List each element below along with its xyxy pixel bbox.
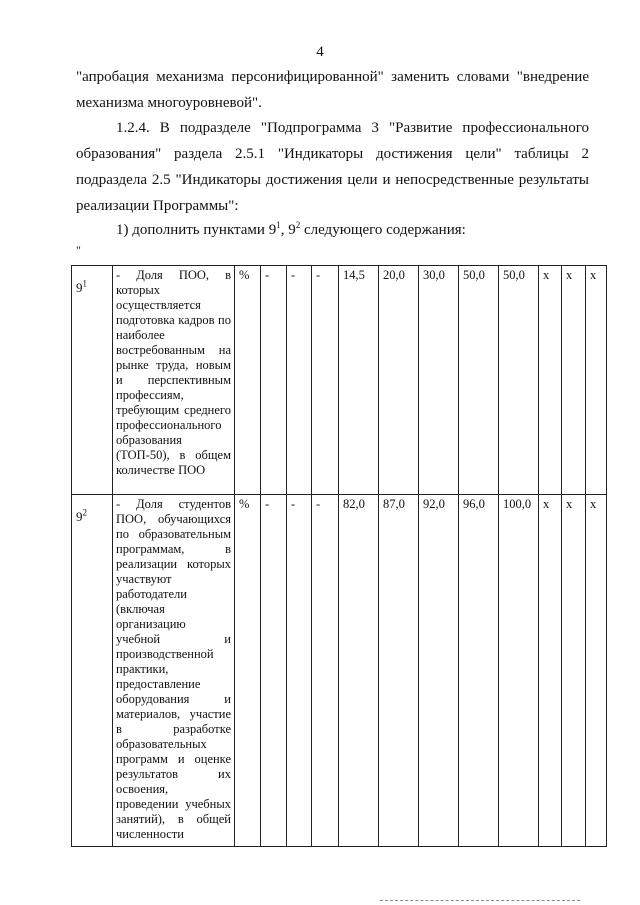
value-cell: 20,0 — [379, 266, 419, 495]
page-number: 4 — [316, 44, 324, 60]
p3-sup-1: 1 — [276, 220, 281, 230]
unit-cell: % — [235, 266, 261, 495]
row-number-main: 9 — [76, 280, 83, 295]
value-cell: - — [312, 495, 339, 847]
value-cell: x — [539, 266, 562, 495]
value-cell: 50,0 — [499, 266, 539, 495]
value-cell: 14,5 — [339, 266, 379, 495]
paragraph-add-items — [76, 217, 589, 243]
value-cell: x — [562, 266, 586, 495]
value-cell: - — [287, 266, 312, 495]
row-number — [72, 266, 113, 495]
value-cell: 96,0 — [459, 495, 499, 847]
p3-before: 1) дополнить пунктами 9 — [116, 222, 277, 238]
table-row — [72, 266, 607, 495]
row-number-sup: 1 — [82, 278, 87, 289]
value-cell: 50,0 — [459, 266, 499, 495]
value-cell: - — [287, 495, 312, 847]
value-cell: 100,0 — [499, 495, 539, 847]
indicator-description: - Доля студентов ПОО, обучающихся по образовательным программам, в реализации которых участвуют работодатели (включая организацию учебной и производственной практики, предоставление оборудования и материалов, участие в разработке образовательных программ и оценке результатов их освоения, проведении учебных занятий), в общей численности — [113, 495, 235, 847]
p3-after: следующего содержания: — [300, 222, 466, 238]
row-number — [72, 495, 113, 847]
row-number-sup: 2 — [82, 507, 87, 518]
value-cell: 82,0 — [339, 495, 379, 847]
value-cell: x — [586, 495, 607, 847]
p3-mid: , 9 — [280, 222, 296, 238]
value-cell: x — [539, 495, 562, 847]
p3-sup-2: 2 — [295, 220, 301, 230]
paragraph-replacement: "апробация механизма персонифицированной" заменить словами "внедрение механизма многоуровневой". — [76, 69, 589, 111]
value-cell: x — [586, 266, 607, 495]
scan-artifact-line — [380, 900, 580, 901]
value-cell: 92,0 — [419, 495, 459, 847]
paragraph-1-2-4: 1.2.4. В подразделе "Подпрограмма 3 "Развитие профессионального образования" раздела 2.5.1 "Индикаторы достижения цели" таблицы 2 подраздела 2.5 "Индикаторы достижения цели и непосредственные результаты реализации Программы": — [76, 120, 589, 214]
table-row — [72, 495, 607, 847]
value-cell: 87,0 — [379, 495, 419, 847]
opening-quote: " — [76, 243, 81, 257]
value-cell: - — [261, 495, 287, 847]
indicators-table — [71, 265, 607, 847]
indicator-description: - Доля ПОО, в которых осуществляется подготовка кадров по наиболее востребованным на рынке труда, новым и перспективным профессиям, требующим среднего профессионального образования (ТОП-50), в общем количестве ПОО — [113, 266, 235, 495]
unit-cell: % — [235, 495, 261, 847]
value-cell: x — [562, 495, 586, 847]
value-cell: - — [261, 266, 287, 495]
row-number-main: 9 — [76, 509, 83, 524]
value-cell: - — [312, 266, 339, 495]
value-cell: 30,0 — [419, 266, 459, 495]
